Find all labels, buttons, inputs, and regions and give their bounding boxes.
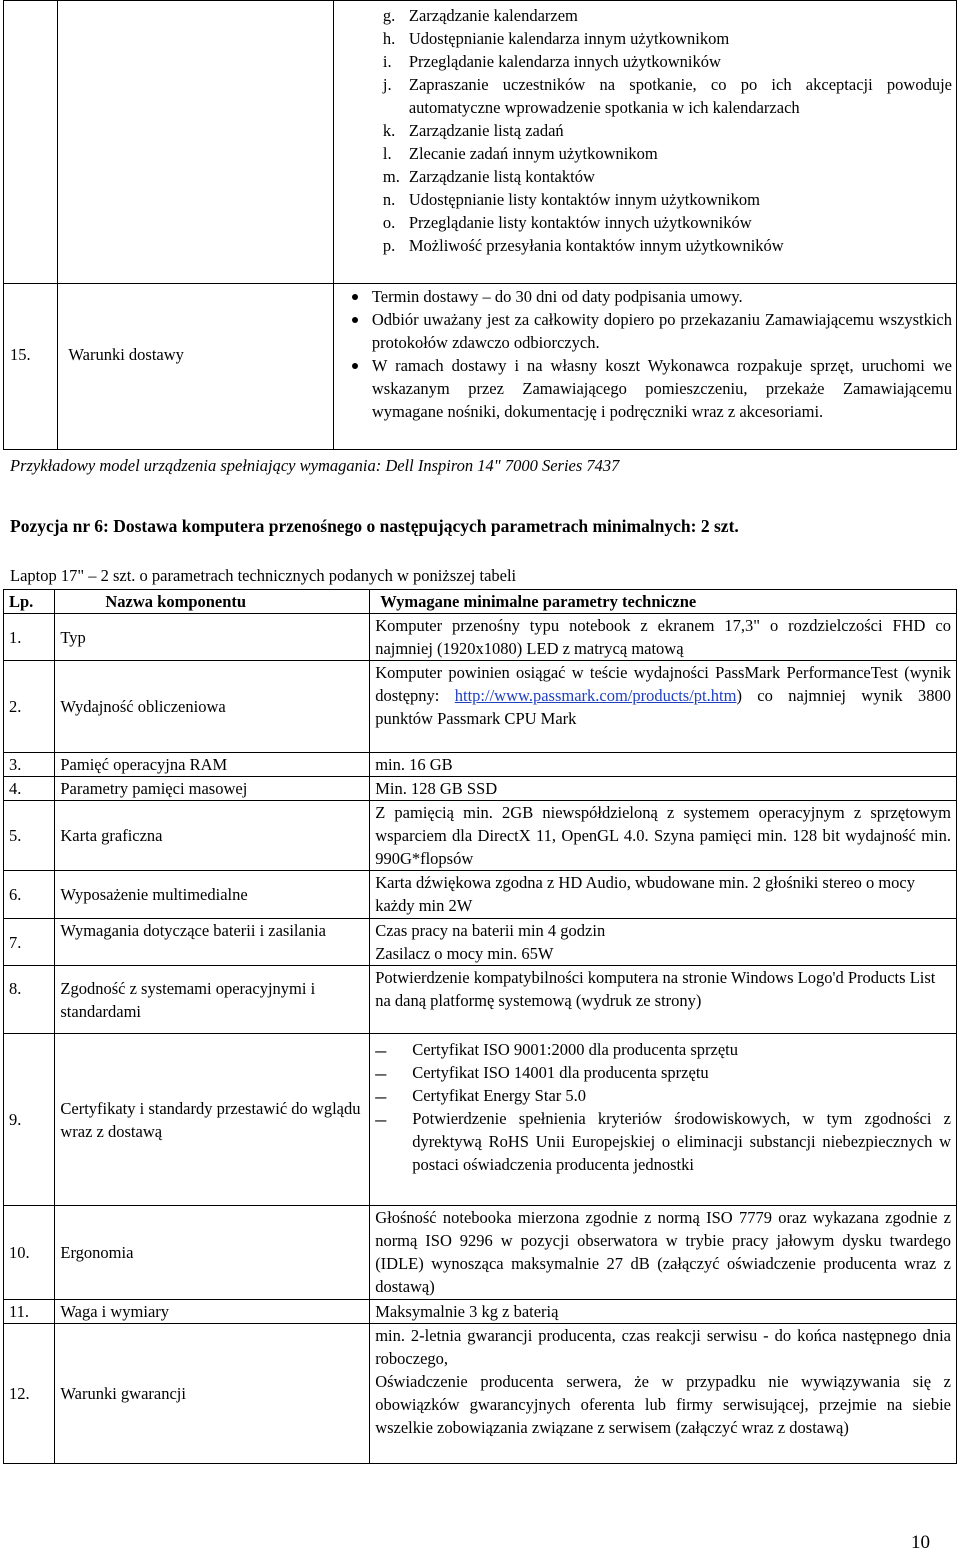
row-number: 4. [4, 777, 55, 801]
row-number: 2. [4, 661, 55, 753]
row-label: Parametry pamięci masowej [55, 777, 370, 801]
row-number: 10. [4, 1206, 55, 1300]
table-cell [58, 284, 333, 450]
list-text: Przeglądanie kalendarza innych użytkowników [408, 52, 721, 71]
list-item [383, 211, 952, 234]
row-value: Potwierdzenie kompatybilności komputera na stronie Windows Logo'd Products List na daną platformę systemową (wydruk ze strony) [370, 966, 957, 1034]
list-text: Zarządzanie listą zadań [408, 121, 564, 140]
row-label: Certyfikaty i standardy przestawić do wglądu wraz z dostawą [55, 1034, 370, 1206]
spec-table [3, 589, 957, 1464]
list-item: – Certyfikat ISO 9001:2000 dla producenta sprzętu [412, 1038, 951, 1061]
list-text: Przeglądanie listy kontaktów innych użytkowników [408, 213, 752, 232]
list-item: – Potwierdzenie spełnienia kryteriów środowiskowych, w tym zgodności z dyrektywą RoHS Unii Europejskiej o eliminacji substancji niebezpiecznych w postaci oświadczenia producenta jednostki [412, 1107, 951, 1176]
list-letter: o. [382, 213, 396, 232]
row-label: Waga i wymiary [55, 1300, 370, 1324]
list-item [383, 234, 952, 257]
table-row [4, 919, 957, 966]
list-letter: l. [382, 144, 392, 163]
list-letter: g. [382, 6, 396, 25]
row-label: Karta graficzna [55, 801, 370, 871]
value-line: Czas pracy na baterii min 4 godzin [375, 921, 606, 940]
row-label: Typ [55, 614, 370, 661]
row-label: Warunki gwarancji [55, 1324, 370, 1464]
row-label: Warunki dostawy [68, 345, 184, 364]
position-heading: Pozycja nr 6: Dostawa komputera przenośnego o następujących parametrach minimalnych: 2 szt. [10, 516, 739, 536]
list-text: Zarządzanie listą kontaktów [408, 167, 595, 186]
list-letter: m. [382, 167, 400, 186]
row-value: Karta dźwiękowa zgodna z HD Audio, wbudowane min. 2 głośniki stereo o mocy każdy min 2W [370, 871, 957, 919]
row-number: 15. [10, 345, 31, 364]
row-value: Maksymalnie 3 kg z baterią [370, 1300, 957, 1324]
table-row [4, 966, 957, 1034]
row-value [370, 1034, 957, 1206]
example-model-note: Przykładowy model urządzenia spełniający wymagania: Dell Inspiron 14" 7000 Series 7437 [10, 456, 620, 475]
row-label: Zgodność z systemami operacyjnymi i standardami [55, 966, 370, 1034]
table-row [4, 1034, 957, 1206]
list-item [383, 50, 952, 73]
row-label: Wymagania dotyczące baterii i zasilania [55, 919, 370, 966]
list-item [383, 142, 952, 165]
list-item [383, 165, 952, 188]
list-text: Zarządzanie kalendarzem [408, 6, 578, 25]
table-row [4, 661, 957, 753]
table-row [4, 1300, 957, 1324]
row-number: 8. [4, 966, 55, 1034]
row-value [370, 919, 957, 966]
list-item [383, 27, 952, 50]
certificates-list [375, 1038, 951, 1176]
value-text: ) co najmniej wynik 3800 punktów Passmark CPU Mark [375, 686, 951, 728]
list-text: Udostępnianie listy kontaktów innym użytkownikom [408, 190, 760, 209]
table-row [4, 871, 957, 919]
row-value [370, 1324, 957, 1464]
table-row [4, 614, 957, 661]
row-value: Min. 128 GB SSD [370, 777, 957, 801]
value-line: Oświadczenie producenta serwera, że w przypadku nie wywiązywania się z obowiązków gwarancyjnych oferenta lub firmy serwisującej, przejmie na siebie wszelkie zobowiązania związane z serwisem (załączyć wraz z dostawą) [375, 1372, 951, 1437]
row-number: 6. [4, 871, 55, 919]
header-name: Nazwa komponentu [55, 590, 370, 614]
list-letter: j. [382, 75, 392, 94]
lettered-list [338, 4, 952, 257]
list-letter: p. [382, 236, 396, 255]
table-row [4, 801, 957, 871]
list-text: Zlecanie zadań innym użytkownikom [408, 144, 658, 163]
list-text: Możliwość przesyłania kontaktów innym użytkowników [408, 236, 784, 255]
row-label: Wyposażenie multimedialne [55, 871, 370, 919]
laptop-line: Laptop 17" – 2 szt. o parametrach technicznych podanych w poniższej tabeli [10, 566, 517, 585]
row-number: 1. [4, 614, 55, 661]
table-row [4, 1206, 957, 1300]
list-item: – Certyfikat Energy Star 5.0 [412, 1084, 951, 1107]
row-number: 9. [4, 1034, 55, 1206]
list-letter: i. [382, 52, 392, 71]
row-number: 3. [4, 753, 55, 777]
row-number: 7. [4, 919, 55, 966]
table-cell [4, 284, 58, 450]
passmark-link[interactable]: http://www.passmark.com/products/pt.htm [454, 686, 737, 705]
header-lp: Lp. [4, 590, 55, 614]
list-letter: k. [382, 121, 396, 140]
list-item [383, 4, 952, 27]
table-row [4, 753, 957, 777]
table-cell [333, 1, 956, 284]
list-text: Zapraszanie uczestników na spotkanie, co po ich akceptacji powoduje automatyczne wprowadzenie spotkania w ich kalendarzach [408, 75, 952, 117]
value-line: Zasilacz o mocy min. 65W [375, 944, 554, 963]
header-requirements: Wymagane minimalne parametry techniczne [370, 590, 957, 614]
list-item [383, 119, 952, 142]
delivery-conditions-list [338, 285, 952, 423]
row-value: Komputer przenośny typu notebook z ekranem 17,3" o rozdzielczości FHD co najmniej (1920x1080) LED z matrycą matową [370, 614, 957, 661]
table-cell [333, 284, 956, 450]
row-value: Z pamięcią min. 2GB niewspółdzieloną z systemem operacyjnym z sprzętowym wsparciem dla DirectX 11, OpenGL 4.0. Szyna pamięci min. 128 bit wydajność min. 990G*flopsów [370, 801, 957, 871]
row-label: Pamięć operacyjna RAM [55, 753, 370, 777]
list-item: Termin dostawy – do 30 dni od daty podpisania umowy. [364, 285, 952, 308]
list-item [383, 73, 952, 119]
list-text: Udostępnianie kalendarza innym użytkownikom [408, 29, 730, 48]
list-item: Odbiór uważany jest za całkowity dopiero po przekazaniu Zamawiającemu wszystkich protokołów zdawczo odbiorczych. [364, 308, 952, 354]
row-label: Ergonomia [55, 1206, 370, 1300]
row-value [370, 661, 957, 753]
row-number: 12. [4, 1324, 55, 1464]
page-number: 10 [911, 1532, 930, 1553]
list-item: W ramach dostawy i na własny koszt Wykonawca rozpakuje sprzęt, uruchomi we wskazanym przez Zamawiającego pomieszczeniu, przekaże Zamawiającemu wymagane nośniki, dokumentację i podręczniki wraz z akcesoriami. [364, 354, 952, 423]
table-row [4, 777, 957, 801]
requirements-table-continuation [3, 0, 957, 450]
row-value: min. 16 GB [370, 753, 957, 777]
row-value: Głośność notebooka mierzona zgodnie z normą ISO 7779 oraz wykazana zgodnie z normą ISO 9296 w pozycji obserwatora w trybie pracy jałowym dysku twardego (IDLE) wynosząca maksymalnie 27 dB (załączyć oświadczenie producenta wraz z dostawą) [370, 1206, 957, 1300]
table-cell [58, 1, 333, 284]
table-cell [4, 1, 58, 284]
list-letter: n. [382, 190, 396, 209]
list-letter: h. [382, 29, 396, 48]
row-number: 11. [4, 1300, 55, 1324]
list-item: – Certyfikat ISO 14001 dla producenta sprzętu [412, 1061, 951, 1084]
value-line: min. 2-letnia gwarancji producenta, czas reakcji serwisu - do końca następnego dnia roboczego, [375, 1326, 951, 1368]
row-number: 5. [4, 801, 55, 871]
value-text: Komputer powinien osiągać w teście wydajności PassMark PerformanceTest (wynik dostępny: [375, 663, 951, 705]
table-row [4, 1324, 957, 1464]
row-label: Wydajność obliczeniowa [55, 661, 370, 753]
list-item [383, 188, 952, 211]
